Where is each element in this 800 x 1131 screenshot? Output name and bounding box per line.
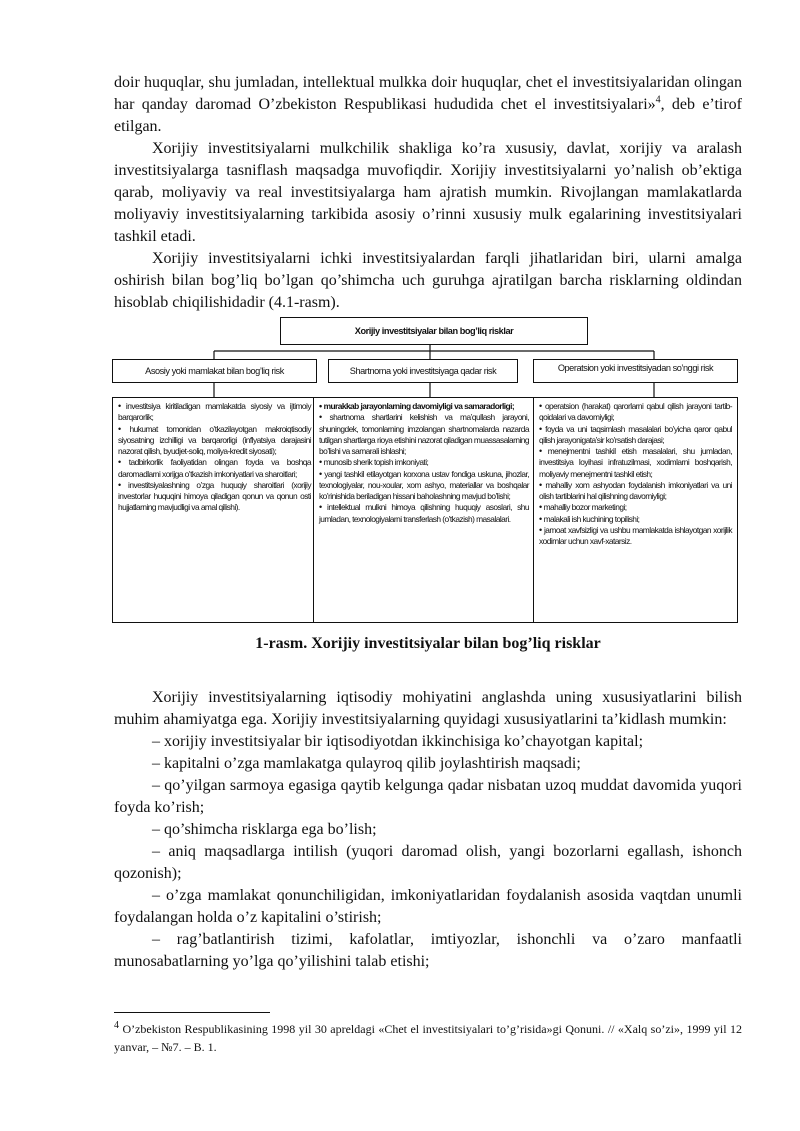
paragraph-1-text: doir huquqlar, shu jumladan, intellektual mulkka doir huquqlar, chet el investitsiyalaridan olingan har qanday daromad O’zbekiston Respublikasi hududida chet el investitsiyalari» — [114, 74, 742, 113]
diagram-root-box: Xorijiy investitsiyalar bilan bog’liq risklar — [280, 317, 588, 345]
bullet-6: – o’zga mamlakat qonunchiligidan, imkoniyatlaridan foydalanish asosida vaqtdan unumli foydalangan holda o’z kapitalini o’stirish; — [114, 887, 742, 926]
list-item: • foyda va uni taqsimlash masalalari bo’yicha qaror qabul qilish jarayonigata’sir ko’rsatish darajasi; — [539, 424, 732, 447]
list-item: • menejmentni tashkil etish masalalari, shu jumladan, investitsiya loyihasi infratuzilmasi, xodimlarni boshqarish, moliyaviy menejmentni tashkil etish; — [539, 446, 732, 480]
section-spacer — [114, 655, 742, 687]
paragraph-2: Xorijiy investitsiyalarni mulkchilik shakliga ko’ra xususiy, davlat, xorijiy va aralash investitsiyalarga tasniflash maqsadga muvofiqdir. Xorijiy investitsiyalarni yo’nalish ob’ektiga qarab, moliyaviy va real investitsiyalarga ham ajratish mumkin. Rivojlangan mamlakatlarda moliyaviy investitsiyalarning tarkibida asosiy o’rinni xususiy mulk egalarining investitsiyalari tashkil etadi. — [114, 140, 742, 245]
figure-caption: 1-rasm. Xorijiy investitsiyalar bilan bog’liq risklar — [255, 635, 601, 652]
list-item: • mahalliy bozor marketingi; — [539, 502, 732, 513]
list-item: • jamoat xavfsizligi va ushbu mamlakatda ishlayotgan xorijlik xodimlar uchun xavf-xatarsiz. — [539, 525, 732, 548]
list-item: • investitsiyalashning o’zga huquqiy sharoitlari (xorijiy investorlar huquqini himoya qiladigan qonun va qonun osti hujjatlarning mavjudligi va amal qilishi). — [118, 480, 311, 514]
details-country-risk — [112, 397, 317, 623]
risk-diagram — [112, 317, 756, 627]
footnote-divider — [114, 1012, 270, 1013]
footnote-mark: 4 — [114, 1020, 119, 1031]
details-operational-risk — [533, 397, 738, 623]
page-body — [114, 72, 742, 973]
list-item: • operatsion (harakat) qarorlarni qabul qilish jarayoni tartib-qoidalari va davomiyligi; — [539, 401, 732, 424]
details-contract-risk — [313, 397, 535, 623]
footnote — [114, 1020, 742, 1056]
bullet-2: – kapitalni o’zga mamlakatga qulayroq qilib joylashtirish maqsadi; — [152, 755, 581, 772]
list-item: • shartnoma shartlarini kelishish va ma’qullash jarayoni, shuningdek, tomonlarning imzolangan shartnomalarda nazarda tutilgan shartlarga rioya etishini nazorat qiladigan muassasalarning bo’lishi va samarali ishlashi; — [319, 412, 529, 457]
list-item: • hukumat tomonidan o’tkazilayotgan makroiqtisodiy siyosatning izchilligi va barqarorligi (inflyatsiya darajasini nazorat qilish, byudjet-soliq, moliya-kredit siyosati); — [118, 424, 311, 458]
footnote-reference[interactable]: 4 — [655, 94, 661, 106]
category-country-risk: Asosiy yoki mamlakat bilan bog’liq risk — [112, 359, 317, 383]
list-item: • malakali ish kuchining topilishi; — [539, 514, 732, 525]
list-item: • yangi tashkil etilayotgan korxona ustav fondiga uskuna, jihozlar, texnologiyalar, nou-xoular, xom ashyo, materiallar va boshqalar ko’rinishida beriladigan hissani baholashning mavjud bo’lishi; — [319, 469, 529, 503]
bullet-7: – rag’batlantirish tizimi, kafolatlar, imtiyozlar, ishonchli va o’zaro manfaatli munosabatlarning yo’lga qo’yilishini talab etishi; — [114, 931, 742, 970]
bullet-3: – qo’yilgan sarmoya egasiga qaytib kelgunga qadar nisbatan uzoq muddat davomida yuqori foyda ko’rish; — [114, 777, 742, 816]
list-item: • mahalliy xom ashyodan foydalanish imkoniyatlari va uni olish tartiblarini hal qilishning davomiyligi; — [539, 480, 732, 503]
bullet-4: – qo’shimcha risklarga ega bo’lish; — [152, 821, 377, 838]
list-item: • tadbirkorlik faoliyatidan olingan foyda va boshqa daromadlarni xorijga o’tkazish imkoniyatlari va sharoitlari; — [118, 457, 311, 480]
paragraph-3: Xorijiy investitsiyalarni ichki investitsiyalardan farqli jihatlaridan biri, ularni amalga oshirish bilan bog’liq bo’lgan qo’shimcha uch guruhga ajratilgan barcha risklarning oldindan hisoblab chiqilishidadir (4.1-rasm). — [114, 250, 742, 311]
footnote-text: O’zbekiston Respublikasining 1998 yil 30 apreldagi «Chet el investitsiyalari to’g’risida»gi Qonuni. // «Xalq so’zi», 1999 yil 12 yanvar, – №7. – B. 1. — [114, 1022, 742, 1054]
bullet-1: – xorijiy investitsiyalar bir iqtisodiyotdan ikkinchisiga ko’chayotgan kapital; — [152, 733, 644, 750]
list-item: • intellektual mulkni himoya qilishning huquqiy asoslari, shu jumladan, texnologiyalarni transferlash (o’tkazish) masalalari. — [319, 502, 529, 525]
paragraph-1 — [114, 72, 742, 138]
list-item: • investitsiya kiritiladigan mamlakatda siyosiy va ijtimoiy barqarorlik; — [118, 401, 311, 424]
list-item: • murakkab jarayonlarning davomiyligi va samaradorligi; — [319, 401, 529, 412]
paragraph-1-end: , deb e’tirof etilgan. — [114, 96, 743, 135]
list-item: • munosib sherik topish imkoniyati; — [319, 457, 529, 468]
category-operational-risk: Operatsion yoki investitsiyadan so’nggi risk — [533, 359, 738, 383]
paragraph-4: Xorijiy investitsiyalarning iqtisodiy mohiyatini anglashda uning xususiyatlarini bilish muhim ahamiyatga ega. Xorijiy investitsiyalarning quyidagi xususiyatlarini ta’kidlash mumkin: — [114, 689, 742, 728]
bullet-5: – aniq maqsadlarga intilish (yuqori daromad olish, yangi bozorlarni egallash, ishonch qozonish); — [114, 843, 742, 882]
category-contract-risk: Shartnoma yoki investitsiyaga qadar risk — [328, 359, 518, 383]
